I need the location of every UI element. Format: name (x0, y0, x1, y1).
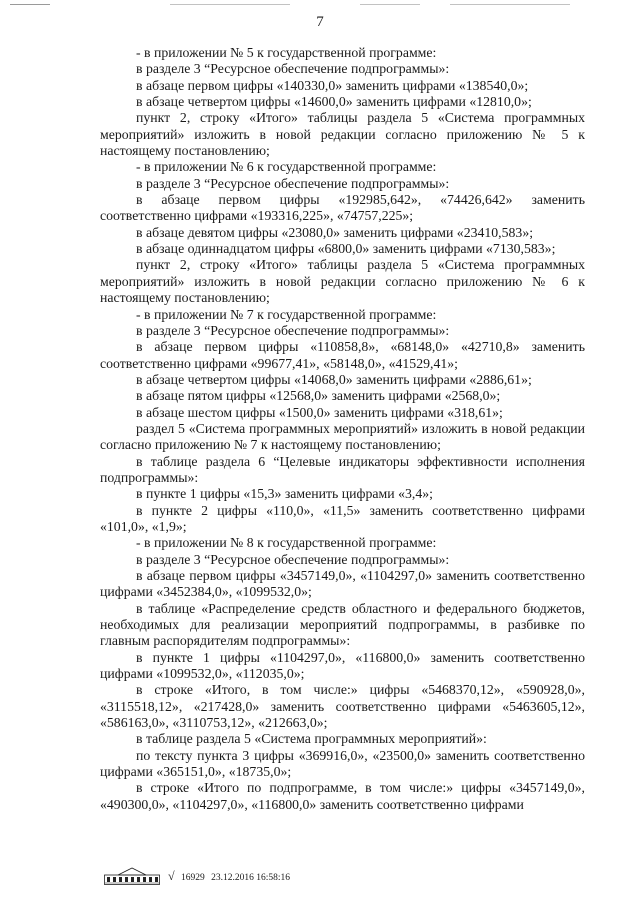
document-paragraph: в пункте 1 цифры «1104297,0», «116800,0» заменить соответственно цифрами «1099532,0», «112035,0»; (100, 649, 585, 682)
page-number: 7 (316, 14, 324, 30)
document-paragraph: по тексту пункта 3 цифры «369916,0», «23500,0» заменить соответственно цифрами «365151,0», «18735,0»; (100, 747, 585, 780)
government-building-logo-icon (104, 867, 160, 885)
scan-artifact-line (10, 4, 50, 5)
document-paragraph: в абзаце первом цифры «192985,642», «74426,642» заменить соответственно цифрами «193316,225», «74757,225»; (100, 192, 585, 224)
footer-mark: √ (168, 868, 175, 883)
document-paragraph: в пункте 2 цифры «110,0», «11,5» заменить соответственно цифрами «101,0», «1,9»; (100, 502, 585, 534)
scan-artifact-line (360, 4, 420, 5)
document-paragraph: в разделе 3 “Ресурсное обеспечение подпрограммы»: (136, 551, 450, 567)
footer-timestamp: 23.12.2016 16:58:16 (211, 872, 290, 883)
document-paragraph: - в приложении № 5 к государственной программе: (136, 45, 437, 60)
document-paragraph: в абзаце четвертом цифры «14068,0» заменить цифрами «2886,61»; (136, 371, 532, 387)
document-paragraph: - в приложении № 7 к государственной программе: (136, 306, 437, 322)
document-paragraph: в абзаце пятом цифры «12568,0» заменить цифрами «2568,0»; (136, 388, 501, 404)
document-body (100, 45, 585, 813)
document-paragraph: в таблице «Распределение средств областного и федерального бюджетов, необходимых для реализации мероприятий подпрограммы, в разбивке по главным распорядителям подпрограммы»: (100, 600, 585, 649)
document-paragraph: в пункте 1 цифры «15,3» заменить цифрами «3,4»; (136, 486, 433, 502)
document-paragraph: в строке «Итого по подпрограмме, в том числе:» цифры «3457149,0», «490300,0», «1104297,0», «116800,0» заменить соответственно цифрами (100, 780, 585, 812)
document-paragraph: раздел 5 «Система программных мероприятий» изложить в новой редакции согласно приложению № 7 к настоящему постановлению; (100, 420, 585, 453)
scan-artifact-line (450, 4, 570, 5)
document-paragraph: в абзаце одиннадцатом цифры «6800,0» заменить цифрами «7130,583»; (136, 241, 556, 257)
document-paragraph: в разделе 3 “Ресурсное обеспечение подпрограммы»: (136, 322, 450, 338)
document-paragraph: в абзаце первом цифры «3457149,0», «1104297,0» заменить соответственно цифрами «3452384,0», «1099532,0»; (100, 568, 585, 600)
document-paragraph: в абзаце шестом цифры «1500,0» заменить цифрами «318,61»; (136, 404, 503, 420)
scan-artifact-line (170, 4, 290, 5)
document-paragraph: пункт 2, строку «Итого» таблицы раздела 5 «Система программных мероприятий» изложить в новой редакции согласно приложению № 5 к настоящему постановлению; (100, 110, 585, 159)
document-paragraph: в абзаце четвертом цифры «14600,0» заменить цифрами «12810,0»; (136, 94, 532, 110)
document-paragraph: в абзаце девятом цифры «23080,0» заменить цифрами «23410,583»; (136, 224, 534, 240)
document-paragraph: в абзаце первом цифры «110858,8», «68148,0» «42710,8» заменить соответственно цифрами «99677,41», «58148,0», «41529,41»; (100, 339, 585, 371)
document-paragraph: в строке «Итого, в том числе:» цифры «5468370,12», «590928,0», «3115518,12», «217428,0» заменить соответственно цифрами «5463605,12», «586163,0», «3110753,12», «212663,0»; (100, 682, 585, 731)
footer-stamp (168, 869, 294, 884)
document-paragraph: - в приложении № 6 к государственной программе: (136, 159, 437, 175)
document-paragraph: в разделе 3 “Ресурсное обеспечение подпрограммы»: (136, 175, 450, 191)
document-paragraph: в таблице раздела 6 “Целевые индикаторы эффективности исполнения подпрограммы»: (100, 453, 585, 485)
document-paragraph: в разделе 3 “Ресурсное обеспечение подпрограммы»: (136, 61, 450, 77)
document-paragraph: в абзаце первом цифры «140330,0» заменить цифрами «138540,0»; (136, 77, 529, 93)
document-footer (104, 866, 294, 886)
footer-doc-number: 16929 (180, 872, 205, 883)
document-paragraph: в таблице раздела 5 «Система программных мероприятий»: (136, 731, 487, 747)
document-paragraph: пункт 2, строку «Итого» таблицы раздела 5 «Система программных мероприятий» изложить в новой редакции согласно приложению № 6 к настоящему постановлению; (100, 257, 585, 306)
document-paragraph: - в приложении № 8 к государственной программе: (136, 535, 437, 551)
